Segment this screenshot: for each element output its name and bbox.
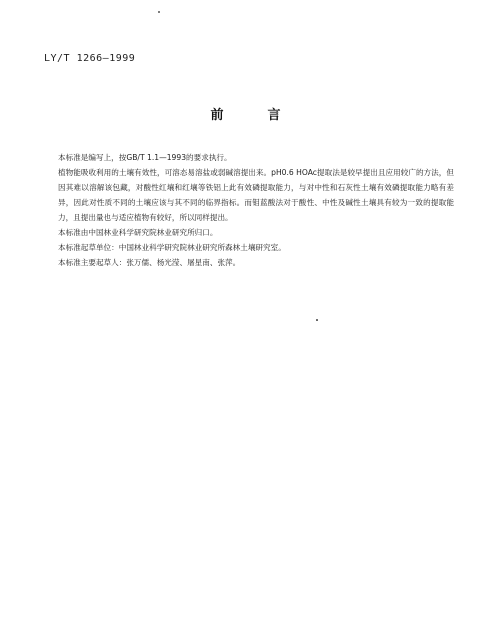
paragraph-scope: 本标准是编写上，按GB/T 1.1—1993的要求执行。 (58, 153, 232, 162)
paragraph-governing-body: 本标准由中国林业科学研究院林业研究所归口。 (58, 228, 218, 237)
standard-code: LY/T 1266—1999 (44, 53, 136, 64)
paragraph-drafters: 本标准主要起草人：张万儒、杨光滢、屠星南、张萍。 (58, 258, 241, 267)
scan-speck (316, 319, 318, 321)
document-body (58, 150, 454, 270)
paragraph-rationale: 植物能吸收利用的土壤有效性，可溶态易溶盐或弱碱溶提出来。pH0.6 HOAc提取法是较早提出且应用较广的方法，但因其难以溶解该包藏，对酸性红壤和红壤等铁铝上此有效磷提取能力，与对中性和石灰性土壤有效磷提取能力略有差异，因此对性质不同的土壤应该与其不同的临界指标。而钼蓝酸法对于酸性、中性及碱性土壤具有较为一致的提取能力，且提出量也与适应植物有较好，所以同样提出。 (58, 168, 454, 222)
paragraph-drafting-unit: 本标准起草单位：中国林业科学研究院林业研究所森林土壤研究室。 (58, 243, 286, 252)
scan-speck (158, 11, 160, 13)
page-heading: 前言 (210, 108, 325, 123)
